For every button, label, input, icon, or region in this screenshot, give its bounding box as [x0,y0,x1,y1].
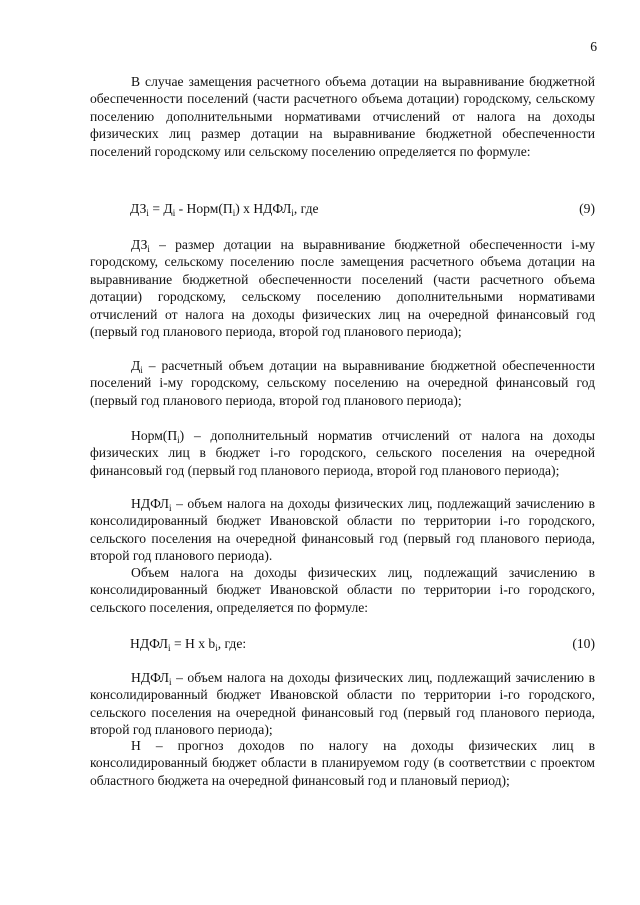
formula-number-10: (10) [572,636,595,651]
formula-10: $НДФЛ_i = Н$ х $b_i$, где: (10) [130,636,595,653]
page-number: 6 [590,39,597,54]
definition-dz: $ДЗ_i$ – размер дотации на выравнивание бюджетной обеспеченности i-му городскому, сельскому поселению после замещения расчетного объема дотации на выравнивание бюджетной обеспеченности поселений (части расчетного объема дотации) городскому, сельскому поселению дополнительными нормативами отчислений от налога на доходы физических лиц на очередной финансовый год (первый год планового периода, второй год планового периода); [90,237,595,340]
definition-d: $Д_i$ – расчетный объем дотации на выравнивание бюджетной обеспеченности поселений i-му городскому, сельскому поселению на очередной финансовый год (первый год планового периода, второй год планового периода); [90,358,595,408]
definition-ndfl-2: $НДФЛ_i$ – объем налога на доходы физических лиц, подлежащий зачислению в консолидированный бюджет Ивановской области по территории i-го городского, сельского поселения на очередной финансовый год (первый год планового периода, второй год планового периода); [90,670,595,738]
definition-h: Н – прогноз доходов по налогу на доходы физических лиц в консолидированный бюджет области в планируемом году (в соответствии с проектом областного бюджета на очередной финансовый год и плановый период); [90,738,595,788]
formula-9: $ДЗ_i = Д_i$ - $Норм(П_i)$ х $НДФЛ_i$, где (9) [130,201,595,218]
definition-ndfl: $НДФЛ_i$ – объем налога на доходы физических лиц, подлежащий зачислению в консолидированный бюджет Ивановской области по территории i-го городского, сельского поселения на очередной финансовый год (первый год планового периода, второй год планового периода). [90,496,595,564]
paragraph-ndfl-volume: Объем налога на доходы физических лиц, подлежащий зачислению в консолидированный бюджет Ивановской области по территории i-го городского, сельского поселения, определяется по формуле: [90,565,595,615]
definition-norm: $Норм(П_i)$ – дополнительный норматив отчислений от налога на доходы физических лиц в бюджет i-го городского, сельского поселения на очередной финансовый год (первый год планового периода, второй год планового периода); [90,428,595,478]
paragraph-intro: В случае замещения расчетного объема дотации на выравнивание бюджетной обеспеченности поселений (части расчетного объема дотации) городскому, сельскому поселению дополнительными нормативами отчислений от налога на доходы физических лиц размер дотации на выравнивание бюджетной обеспеченности поселений городскому или сельскому поселению определяется по формуле: [90,74,595,159]
formula-number-9: (9) [579,201,595,216]
